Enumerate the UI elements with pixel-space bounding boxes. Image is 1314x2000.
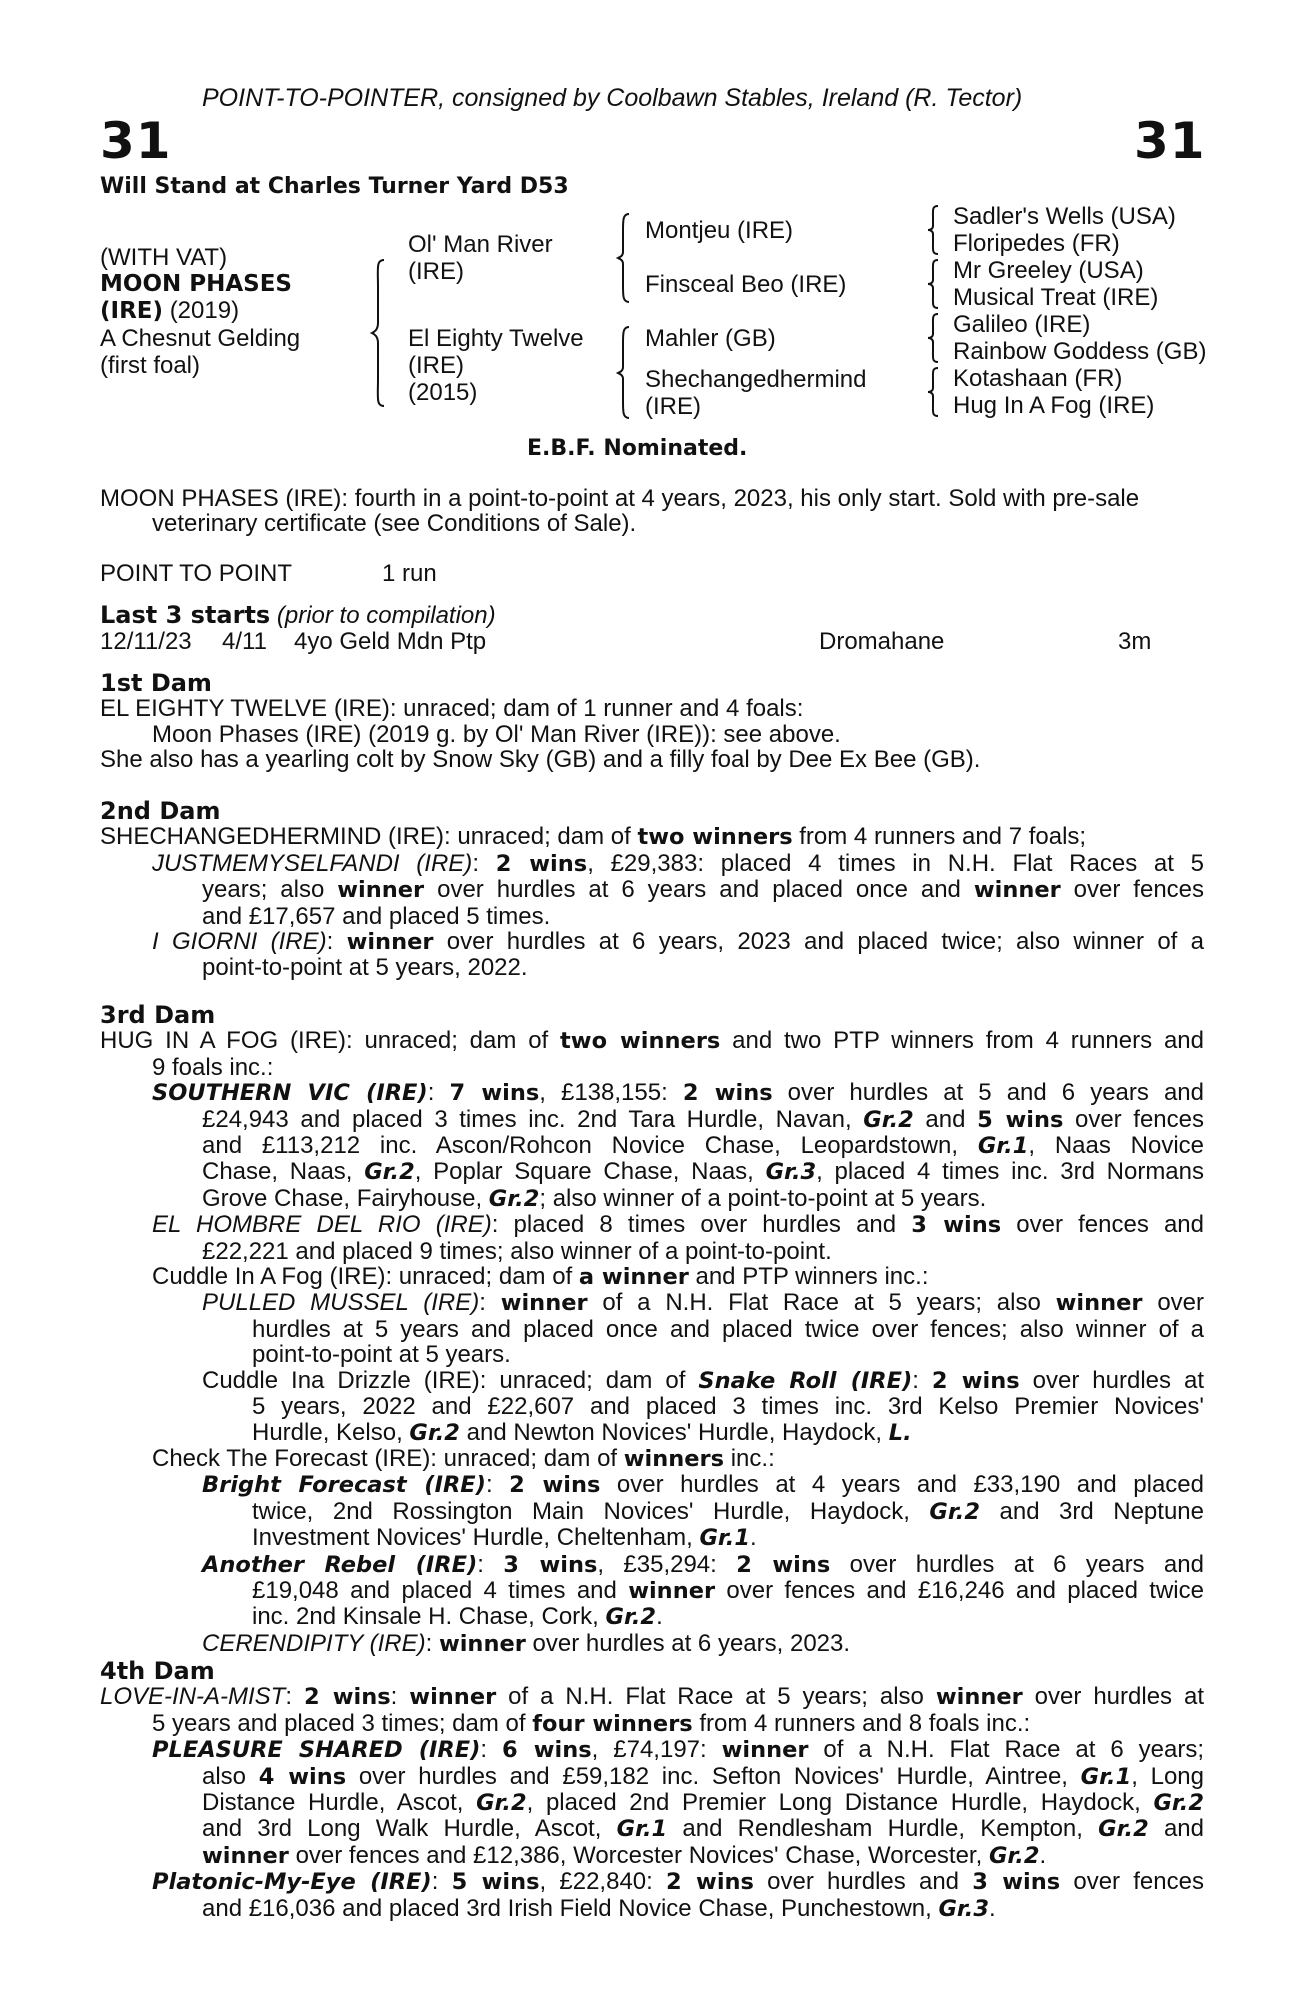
gen3-brace-2 (926, 258, 942, 310)
sire-name: Ol' Man River (408, 231, 553, 258)
dam-sire-dam: Rainbow Goddess (GB) (953, 338, 1207, 365)
horse-year: (2019) (169, 297, 240, 324)
dam-dam-origin: (IRE) (645, 393, 701, 420)
sire-sire: Montjeu (IRE) (645, 217, 794, 244)
last-starts-heading (100, 603, 496, 628)
dam-brace (616, 325, 634, 420)
second-dam-line: SHECHANGEDHERMIND (IRE): unraced; dam of two winners from 4 runners and 7 foals; (100, 823, 1087, 851)
horse-description: A Chesnut Gelding (100, 325, 301, 352)
produce-justmemyselfandi: JUSTMEMYSELFANDI (IRE): 2 wins, £29,383: placed 4 times in N.H. Flat Races at 5 (152, 849, 1205, 877)
sire-sire-sire: Sadler's Wells (USA) (953, 203, 1176, 230)
produce-platonic-my-eye: Platonic-My-Eye (IRE): 5 wins, £22,840: 2 wins over hurdles and 3 wins over fences (152, 1868, 1204, 1896)
gen3-brace-1 (926, 204, 942, 256)
first-dam-line: EL EIGHTY TWELVE (IRE): unraced; dam of 1 runner and 4 foals: (100, 695, 804, 723)
gen3-brace-3 (926, 312, 942, 364)
horse-origin: (IRE) (100, 298, 164, 324)
dam-dam: Shechangedhermind (645, 366, 867, 393)
fourth-dam-title: 4th Dam (100, 1657, 215, 1685)
sire-dam: Finsceal Beo (IRE) (645, 271, 847, 298)
stand-location: Will Stand at Charles Turner Yard D53 (100, 174, 569, 199)
sire-dam-sire: Mr Greeley (USA) (953, 257, 1144, 284)
first-dam-produce: Moon Phases (IRE) (2019 g. by Ol' Man River (IRE)): see above. (152, 720, 841, 748)
fourth-dam-section: 4th Dam LOVE-IN-A-MIST: 2 wins: winner of a N.H. Flat Race at 5 years; also winner over hurdles at 5 years and placed 3 times; dam of four winners from 4 runners and 8 foals inc.: PLEASURE SHARED (IRE): 6 wins, £74,197: winner of a N.H. Flat Race at 6 years; also 4 wins over hurdles and £59,182 inc. Sefton Novices' Hurdle, Aintree, Gr.1, Long Distance Hurdle, Ascot, Gr.2, placed 2nd Premier Long Distance Hurdle, Haydock, Gr.2 and 3rd Long Walk Hurdle, Ascot, Gr.1 and Rendlesham Hurdle, Kempton, Gr.2 and winner over fences and £12,386, Worcester Novices' Chase, Worcester, Gr.2. Platonic-My-Eye (IRE): 5 wins, £22,840: 2 wins over hurdles and 3 wins over fences and £16,036 and placed 3rd Irish Field Novice Chase, Punchestown, Gr.3. (100, 1657, 1204, 1922)
lot-number-right: 31 (1134, 112, 1206, 170)
sire-dam-dam: Musical Treat (IRE) (953, 284, 1159, 311)
lot-number-left: 31 (100, 112, 172, 170)
produce-pleasure-shared: PLEASURE SHARED (IRE): 6 wins, £74,197: winner of a N.H. Flat Race at 6 years; (152, 1736, 1204, 1764)
start-race: 4yo Geld Mdn Ptp (294, 628, 487, 655)
dam-origin: (IRE) (408, 352, 464, 379)
fourth-dam-line: LOVE-IN-A-MIST: 2 wins: winner of a N.H. Flat Race at 5 years; also winner over hurdles at (100, 1683, 1204, 1711)
first-dam-section (100, 671, 1204, 773)
vat-note: (WITH VAT) (100, 244, 228, 271)
third-dam-title: 3rd Dam (100, 1001, 216, 1029)
pedigree-main-brace (370, 258, 390, 408)
start-date: 12/11/23 (100, 628, 192, 655)
dam-year: (2015) (408, 379, 478, 406)
ebf-nomination: E.B.F. Nominated. (527, 436, 748, 461)
produce-cuddle-in-a-fog: Cuddle In A Fog (IRE): unraced; dam of a winner and PTP winners inc.: (152, 1263, 929, 1291)
start-course: Dromahane (819, 628, 945, 655)
dam-sire: Mahler (GB) (645, 325, 776, 352)
produce-cerendipity: CERENDIPITY (IRE): winner over hurdles at 6 years, 2023. (202, 1629, 851, 1657)
summary-line-1: MOON PHASES (IRE): fourth in a point-to-point at 4 years, 2023, his only start. Sold with pre-sale (100, 485, 1140, 512)
first-dam-foals: She also has a yearling colt by Snow Sky (GB) and a filly foal by Dee Ex Bee (GB). (100, 746, 981, 774)
sire-brace (616, 212, 634, 304)
sire-origin: (IRE) (408, 258, 464, 285)
consignment-line: POINT-TO-POINTER, consigned by Coolbawn Stables, Ireland (R. Tector) (202, 84, 1023, 112)
produce-pulled-mussel: PULLED MUSSEL (IRE): winner of a N.H. Flat Race at 5 years; also winner over (202, 1289, 1205, 1317)
dam-dam-dam: Hug In A Fog (IRE) (953, 392, 1155, 419)
produce-check-the-forecast: Check The Forecast (IRE): unraced; dam of winners inc.: (152, 1444, 775, 1472)
record-value: 1 run (382, 560, 437, 587)
last-starts-title: Last 3 starts (100, 601, 271, 629)
horse-origin-line (100, 298, 239, 324)
start-distance: 3m (1118, 628, 1152, 655)
dam-sire-sire: Galileo (IRE) (953, 311, 1091, 338)
sire-sire-dam: Floripedes (FR) (953, 230, 1120, 257)
first-dam-title: 1st Dam (100, 669, 212, 697)
produce-southern-vic: SOUTHERN VIC (IRE): 7 wins, £138,155: 2 wins over hurdles at 5 and 6 years and (152, 1079, 1204, 1107)
produce-el-hombre-del-rio: EL HOMBRE DEL RIO (IRE): placed 8 times over hurdles and 3 wins over fences and (152, 1211, 1205, 1239)
start-position: 4/11 (222, 628, 267, 655)
produce-i-giorni: I GIORNI (IRE): winner over hurdles at 6 years, 2023 and placed twice; also winner of a (152, 928, 1204, 956)
produce-cuddle-ina-drizzle: Cuddle Ina Drizzle (IRE): unraced; dam of Snake Roll (IRE): 2 wins over hurdles at (202, 1366, 1205, 1394)
produce-bright-forecast: Bright Forecast (IRE): 2 wins over hurdles at 4 years and £33,190 and placed (202, 1471, 1204, 1499)
third-dam-section: 3rd Dam HUG IN A FOG (IRE): unraced; dam of two winners and two PTP winners from 4 runners and 9 foals inc.: SOUTHERN VIC (IRE): 7 wins, £138,155: 2 wins over hurdles at 5 and 6 years and £24,943 and placed 3 times inc. 2nd Tara Hurdle, Navan, Gr.2 and 5 wins over fences and £113,212 inc. Ascon/Rohcon Novice Chase, Leopardstown, Gr.1, Naas Novice Chase, Naas, Gr.2, Poplar Square Chase, Naas, Gr.3, placed 4 times inc. 3rd Normans Grove Chase, Fairyhouse, Gr.2; also winner of a point-to-point at 5 years. EL HOMBRE DEL RIO (IRE): placed 8 times over hurdles and 3 wins over fences and £22,221 and placed 9 times; also winner of a point-to-point. Cuddle In A Fog (IRE): unraced; dam of a winner and PTP winners inc.: PULLED MUSSEL (IRE): winner of a N.H. Flat Race at 5 years; also winner over hurdles at 5 years and placed once and placed twice over fences; also winner of a point-to-point at 5 years. Cuddle Ina Drizzle (IRE): unraced; dam of Snake Roll (IRE): 2 wins over hurdles at 5 years, 2022 and £22,607 and placed 3 times inc. 3rd Kelso Premier Novices' Hurdle, Kelso, Gr.2 and Newton Novices' Hurdle, Haydock, L. Check The Forecast (IRE): unraced; dam of winners inc.: Bright Forecast (IRE): 2 wins over hurdles at 4 years and £33,190 and placed twice, 2nd Rossington Main Novices' Hurdle, Haydock, Gr.2 and 3rd Neptune Investment Novices' Hurdle, Cheltenham, Gr.1. Another Rebel (IRE): 3 wins, £35,294: 2 wins over hurdles at 6 years and £19,048 and placed 4 times and winner over fences and £16,246 and placed twice inc. 2nd Kinsale H. Chase, Cork, Gr.2. CERENDIPITY (IRE): winner over hurdles at 6 years, 2023. (100, 1001, 1205, 1657)
dam-name: El Eighty Twelve (408, 325, 584, 352)
foal-note: (first foal) (100, 352, 201, 379)
last-starts-note: (prior to compilation) (276, 602, 496, 629)
dam-dam-sire: Kotashaan (FR) (953, 365, 1123, 392)
produce-another-rebel: Another Rebel (IRE): 3 wins, £35,294: 2 wins over hurdles at 6 years and (202, 1550, 1204, 1578)
second-dam-section: 2nd Dam SHECHANGEDHERMIND (IRE): unraced; dam of two winners from 4 runners and 7 foals; JUSTMEMYSELFANDI (IRE): 2 wins, £29,383: placed 4 times in N.H. Flat Races at 5 years; also winner over hurdles at 6 years and placed once and winner over fences and £17,657 and placed 5 times. I GIORNI (IRE): winner over hurdles at 6 years, 2023 and placed twice; also winner of a point-to-point at 5 years, 2022. (100, 797, 1205, 982)
summary-line-2: veterinary certificate (see Conditions of Sale). (152, 510, 637, 537)
gen3-brace-4 (926, 366, 942, 418)
horse-name: MOON PHASES (100, 271, 292, 297)
record-label: POINT TO POINT (100, 560, 293, 587)
second-dam-title: 2nd Dam (100, 797, 221, 825)
third-dam-line: HUG IN A FOG (IRE): unraced; dam of two winners and two PTP winners from 4 runners and (100, 1027, 1204, 1055)
